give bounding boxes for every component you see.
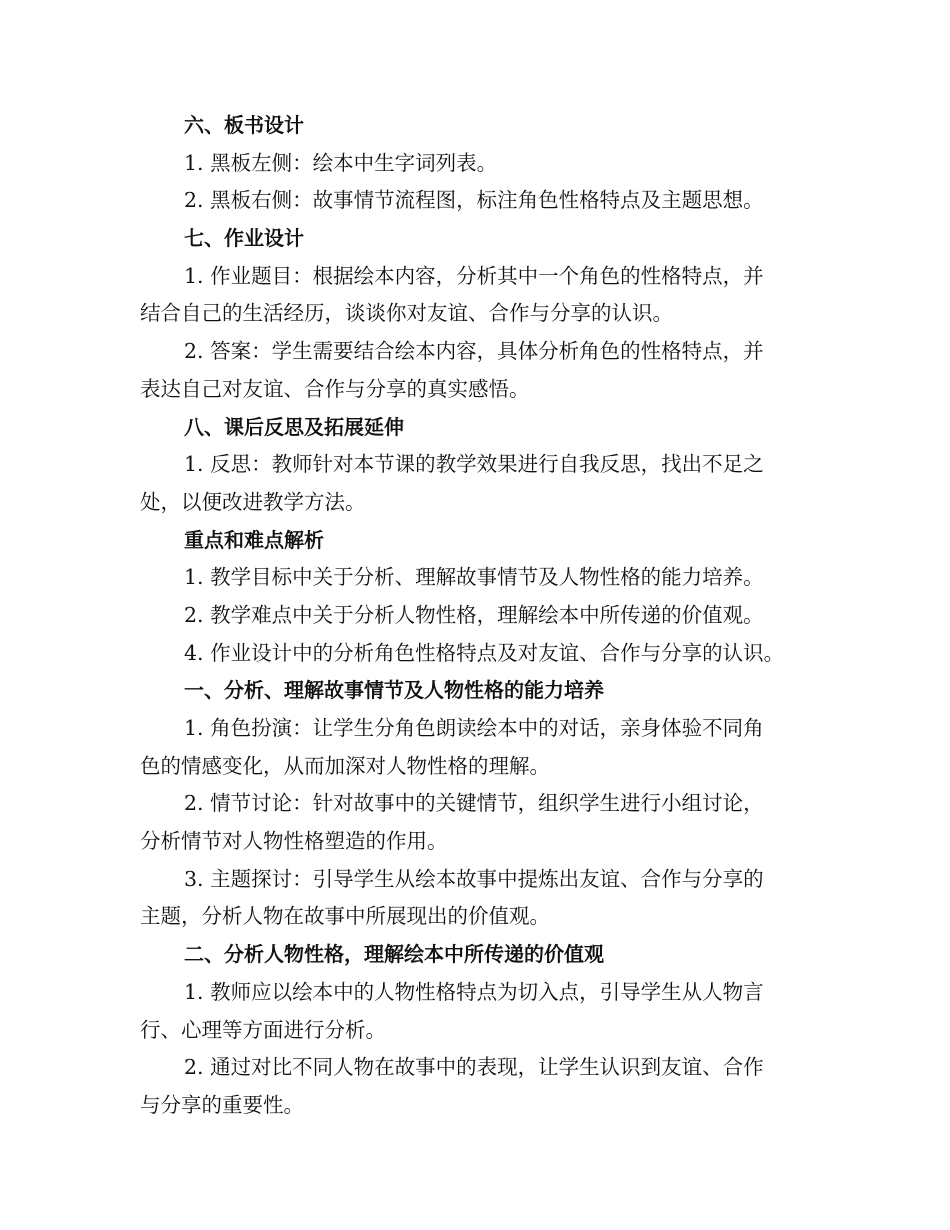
paragraph: 2. 黑板右侧：故事情节流程图，标注角色性格特点及主题思想。	[184, 188, 764, 213]
document-body	[140, 107, 820, 1125]
paragraph: 2. 教学难点中关于分析人物性格，理解绘本中所传递的价值观。	[184, 602, 764, 627]
paragraph: 1. 反思：教师针对本节课的教学效果进行自我反思，找出不足之	[184, 452, 764, 477]
paragraph: 1. 黑板左侧：绘本中生字词列表。	[184, 150, 498, 175]
paragraph-continuation: 结合自己的生活经历，谈谈你对友谊、合作与分享的认识。	[140, 301, 673, 326]
paragraph-continuation: 行、心理等方面进行分析。	[140, 1017, 386, 1042]
paragraph: 1. 教师应以绘本中的人物性格特点为切入点，引导学生从人物言	[184, 979, 764, 1004]
paragraph: 3. 主题探讨：引导学生从绘本故事中提炼出友谊、合作与分享的	[184, 866, 764, 891]
paragraph-continuation: 分析情节对人物性格塑造的作用。	[140, 829, 448, 854]
paragraph: 2. 情节讨论：针对故事中的关键情节，组织学生进行小组讨论，	[184, 791, 764, 816]
section-heading-reflection: 八、课后反思及拓展延伸	[184, 414, 404, 439]
paragraph-continuation: 与分享的重要性。	[140, 1092, 304, 1117]
paragraph-continuation: 表达自己对友谊、合作与分享的真实感悟。	[140, 376, 530, 401]
paragraph: 1. 作业题目：根据绘本内容，分析其中一个角色的性格特点，并	[184, 263, 764, 288]
paragraph: 2. 答案：学生需要结合绘本内容，具体分析角色的性格特点，并	[184, 339, 764, 364]
section-heading-character-values: 二、分析人物性格，理解绘本中所传递的价值观	[184, 942, 604, 967]
paragraph: 4. 作业设计中的分析角色性格特点及对友谊、合作与分享的认识。	[184, 640, 785, 665]
section-heading-analysis-ability: 一、分析、理解故事情节及人物性格的能力培养	[184, 678, 604, 703]
paragraph-continuation: 色的情感变化，从而加深对人物性格的理解。	[140, 753, 550, 778]
paragraph-continuation: 主题，分析人物在故事中所展现出的价值观。	[140, 904, 550, 929]
paragraph: 1. 角色扮演：让学生分角色朗读绘本中的对话，亲身体验不同角	[184, 716, 764, 740]
paragraph: 1. 教学目标中关于分析、理解故事情节及人物性格的能力培养。	[184, 565, 764, 590]
paragraph-continuation: 处，以便改进教学方法。	[140, 489, 366, 514]
section-heading-homework-design: 七、作业设计	[184, 226, 304, 251]
paragraph: 2. 通过对比不同人物在故事中的表现，让学生认识到友谊、合作	[184, 1055, 764, 1080]
section-heading-blackboard-design: 六、板书设计	[184, 113, 304, 137]
section-heading-key-points: 重点和难点解析	[184, 527, 324, 552]
